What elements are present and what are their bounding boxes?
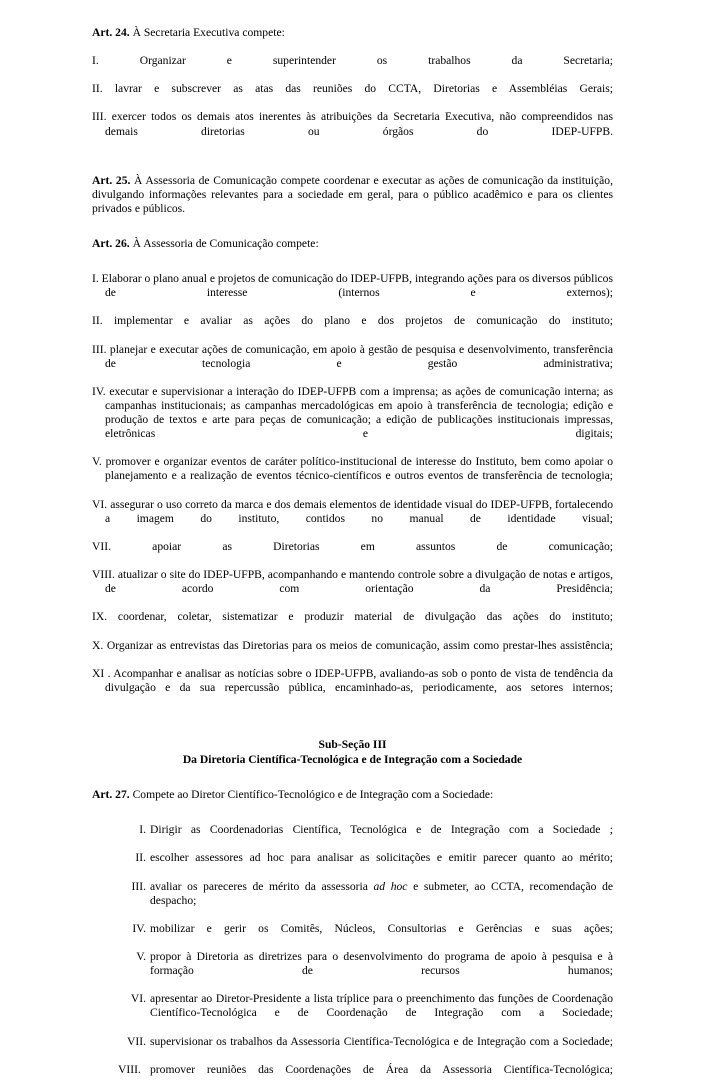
list-item xyxy=(118,950,613,992)
article-24-label: Art. 24. xyxy=(92,26,130,39)
article-25-text: À Assessoria de Comunicação compete coordenar e executar as ações de comunicação da instituição, divulgando informações relevantes para a sociedade em geral, para o público acadêmico e para os clientes privados e públicos. xyxy=(92,173,613,215)
list-item xyxy=(118,1063,613,1091)
list-item: X. Organizar as entrevistas das Diretorias para os meios de comunicação, assim como prestar-lhes assistência; xyxy=(92,638,613,652)
list-marker: V. xyxy=(136,949,146,963)
list-marker: IV. xyxy=(132,921,146,935)
list-item: VII. apoiar as Diretorias em assuntos de comunicação; xyxy=(92,539,613,553)
list-item: III. planejar e executar ações de comunicação, em apoio à gestão de pesquisa e desenvolvimento, transferência de tecnologia e gestão administrativa; xyxy=(92,342,613,370)
article-24-list xyxy=(92,54,613,153)
list-item xyxy=(118,823,613,851)
subsection-title: Da Diretoria Científica-Tecnológica e de Integração com a Sociedade xyxy=(182,753,523,767)
list-item xyxy=(118,992,613,1034)
list-item-text xyxy=(150,880,613,922)
list-item xyxy=(118,851,613,879)
list-item: IV. executar e supervisionar a interação do IDEP-UFPB com a imprensa; as ações de comunicação interna; as campanhas institucionais; as campanhas mercadológicas em apoio à transferência de tecnologia; edição e produção de textos e arte para peças de comunicação; a edição de publicações institucionais impressas, eletrônicas e digitais; xyxy=(92,384,613,441)
list-item-text: apresentar ao Diretor-Presidente a lista tríplice para o preenchimento das funções de Coordenação Científico-Tecnológica e de Coordenação de Integração com a Sociedade; xyxy=(150,992,613,1020)
list-marker: VIII. xyxy=(118,1062,141,1076)
list-item: VIII. atualizar o site do IDEP-UFPB, acompanhando e mantendo controle sobre a divulgação de notas e artigos, de acordo com orientação da Presidência; xyxy=(92,568,613,596)
list-item-text-post: e submeter, ao CCTA, recomendação de despacho; xyxy=(150,879,614,907)
article-25-paragraph xyxy=(92,174,613,216)
list-marker: III. xyxy=(131,879,146,893)
article-27-list xyxy=(92,823,613,1091)
list-item xyxy=(118,1035,613,1063)
list-item-text: mobilizar e gerir os Comitês, Núcleos, Consultorias e Gerências e suas ações; xyxy=(150,921,613,935)
list-item: V. promover e organizar eventos de caráter político-institucional de interesse do Instituto, bem como apoiar o planejamento e a realização de eventos técnico-científicos e outros eventos de transferência de tecnologia; xyxy=(92,455,613,483)
list-item-text: escolher assessores ad hoc para analisar as solicitações e emitir parecer quanto ao mérito; xyxy=(150,851,613,865)
article-26-lead: À Assessoria de Comunicação compete: xyxy=(129,237,319,251)
spacer xyxy=(92,153,613,174)
list-item: VI. assegurar o uso correto da marca e dos demais elementos de identidade visual do IDEP-UFPB, fortalecendo a imagem do instituto, contidos no manual de identidade visual; xyxy=(92,497,613,525)
list-item: III. exercer todos os demais atos inerentes às atribuições da Secretaria Executiva, não compreendidos nas demais diretorias ou órgãos do IDEP-UFPB. xyxy=(92,110,613,138)
subsection-heading xyxy=(92,737,613,767)
article-27-lead: Compete ao Diretor Científico-Tecnológico e de Integração com a Sociedade: xyxy=(129,788,494,802)
list-item: I. Organizar e superintender os trabalhos da Secretaria; xyxy=(92,54,613,68)
list-item: IX. coordenar, coletar, sistematizar e produzir material de divulgação das ações do instituto; xyxy=(92,610,613,624)
list-item-text: supervisionar os trabalhos da Assessoria Científica-Tecnológica e de Integração com a Sociedade; xyxy=(150,1034,613,1048)
list-marker: VII. xyxy=(127,1034,146,1048)
article-24-heading xyxy=(92,26,613,40)
list-item: II. implementar e avaliar as ações do plano e dos projetos de comunicação do instituto; xyxy=(92,314,613,328)
list-item-text: propor à Diretoria as diretrizes para o desenvolvimento do programa de apoio à pesquisa e à formação de recursos humanos; xyxy=(150,949,613,978)
list-item: II. lavrar e subscrever as atas das reuniões do CCTA, Diretorias e Assembléias Gerais; xyxy=(92,82,613,96)
subsection-number: Sub-Seção III xyxy=(318,738,387,752)
article-24-lead: À Secretaria Executiva compete: xyxy=(129,26,285,39)
spacer xyxy=(92,802,613,823)
list-item: XI . Acompanhar e analisar as notícias sobre o IDEP-UFPB, avaliando-as sob o ponto de vista de tendência da divulgação e da sua repercussão pública, encaminhado-as, periodicamente, aos setores internos; xyxy=(92,666,613,694)
list-item: I. Elaborar o plano anual e projetos de comunicação do IDEP-UFPB, integrando ações para os diversos públicos de interesse (internos e externos); xyxy=(92,272,613,300)
list-item-text-italic: ad hoc xyxy=(373,879,408,893)
article-26-heading xyxy=(92,237,613,251)
list-item xyxy=(118,880,613,922)
spacer xyxy=(92,709,613,737)
article-27-label: Art. 27. xyxy=(92,788,130,802)
list-item xyxy=(118,922,613,950)
spacer xyxy=(92,251,613,272)
article-26-list xyxy=(92,272,613,709)
list-item-text: promover reuniões das Coordenações de Área da Assessoria Científica-Tecnológica; xyxy=(150,1062,613,1076)
spacer xyxy=(92,40,613,54)
article-25-label: Art. 25. xyxy=(92,173,131,187)
list-marker: II. xyxy=(135,851,146,865)
spacer xyxy=(92,216,613,237)
list-marker: VI. xyxy=(130,992,146,1006)
article-26-label: Art. 26. xyxy=(92,237,130,251)
list-item-text: Dirigir as Coordenadorias Científica, Tecnológica e de Integração com a Sociedade ; xyxy=(150,823,613,837)
list-item-text-pre: avaliar os pareceres de mérito da assessoria xyxy=(150,879,374,893)
article-27-heading xyxy=(92,788,613,802)
list-marker: I. xyxy=(139,823,146,837)
spacer xyxy=(92,767,613,788)
